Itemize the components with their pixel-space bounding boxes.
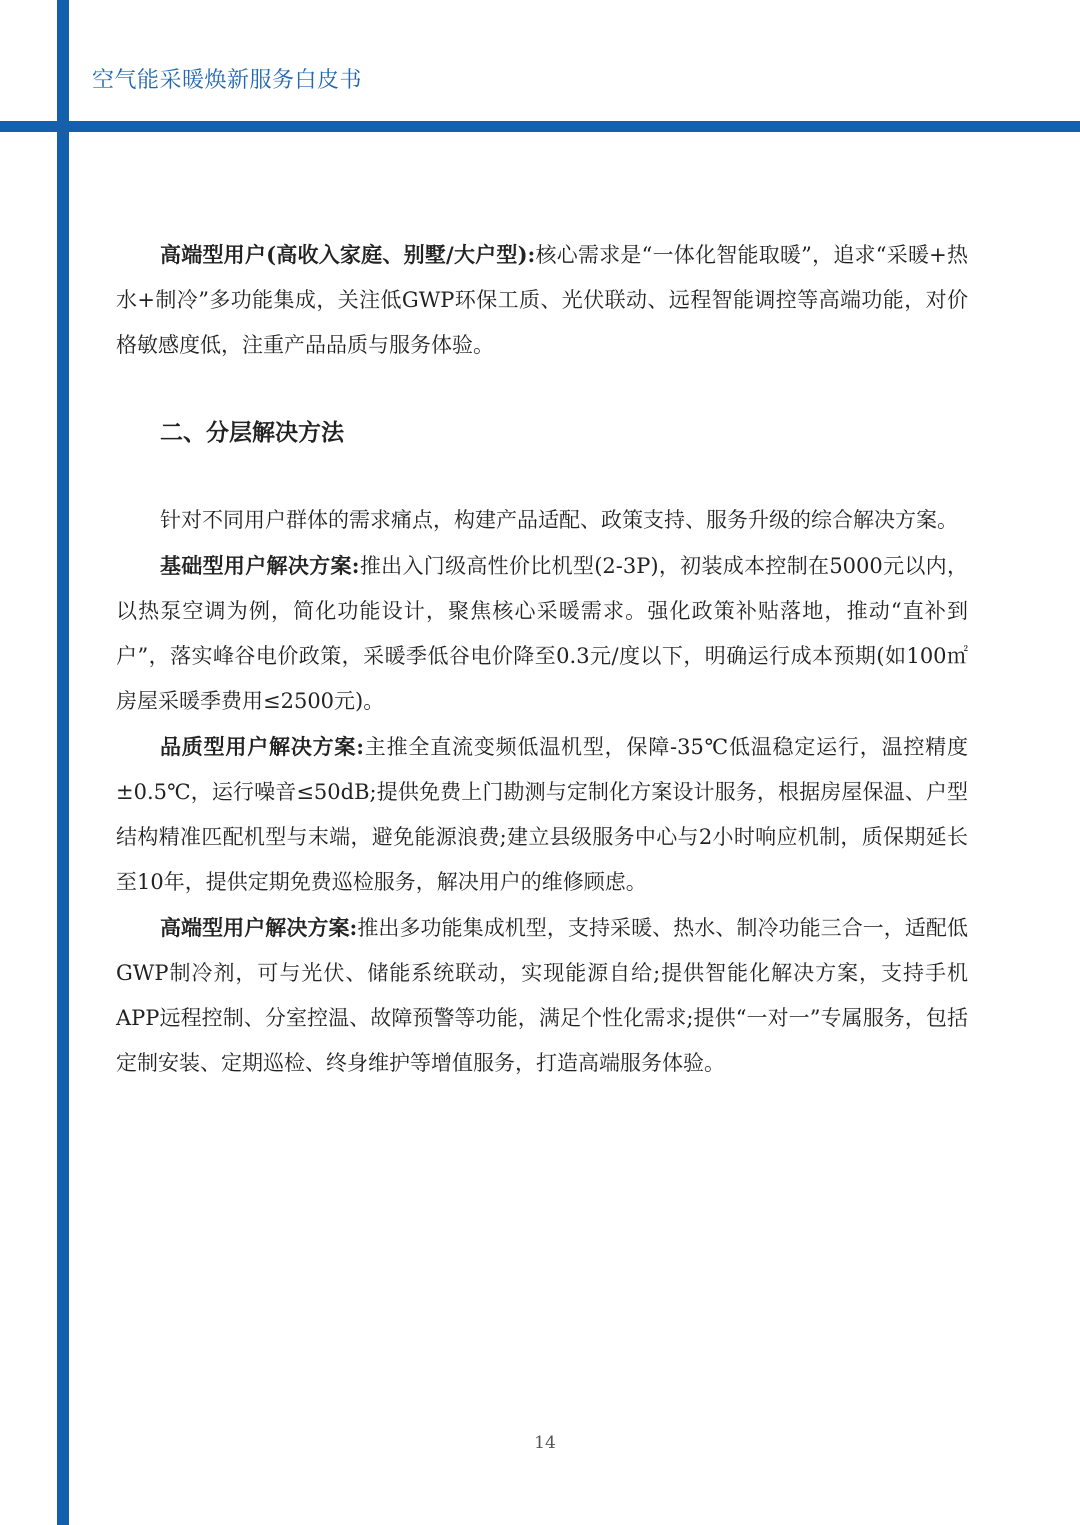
solution-label: 高端型用户解决方案: bbox=[160, 915, 358, 940]
solution-paragraph-premium bbox=[116, 905, 968, 1086]
page-number: 14 bbox=[534, 1433, 556, 1453]
solution-text: 推出入门级高性价比机型(2-3P)，初装成本控制在5000元以内，以热泵空调为例，简化功能设计，聚焦核心采暖需求。强化政策补贴落地，推动“直补到户”，落实峰谷电价政策，采暖季低谷电价降至0.3元/度以下，明确运行成本预期(如100㎡房屋采暖季费用≤2500元)。 bbox=[116, 554, 968, 713]
left-vertical-accent-bar bbox=[57, 0, 69, 1525]
solution-paragraph-basic bbox=[116, 543, 968, 724]
intro-paragraph-label: 高端型用户(高收入家庭、别墅/大户型): bbox=[160, 242, 536, 267]
solution-text: 推出多功能集成机型，支持采暖、热水、制冷功能三合一，适配低GWP制冷剂，可与光伏、储能系统联动，实现能源自给;提供智能化解决方案，支持手机APP远程控制、分室控温、故障预警等功能，满足个性化需求;提供“一对一”专属服务，包括定制安装、定期巡检、终身维护等增值服务，打造高端服务体验。 bbox=[116, 916, 969, 1075]
header-horizontal-accent-bar bbox=[0, 121, 1080, 132]
page-body bbox=[116, 232, 968, 1086]
intro-paragraph bbox=[116, 232, 968, 368]
solution-label: 基础型用户解决方案: bbox=[160, 553, 360, 578]
section-heading: 二、分层解决方法 bbox=[160, 419, 344, 446]
intro-paragraph-text: 核心需求是“一体化智能取暖”，追求“采暖+热水+制冷”多功能集成，关注低GWP环保工质、光伏联动、远程智能调控等高端功能，对价格敏感度低，注重产品品质与服务体验。 bbox=[116, 243, 968, 357]
document-header-title: 空气能采暖焕新服务白皮书 bbox=[92, 68, 363, 93]
solution-text: 主推全直流变频低温机型，保障-35℃低温稳定运行，温控精度±0.5℃，运行噪音≤50dB;提供免费上门勘测与定制化方案设计服务，根据房屋保温、户型结构精准匹配机型与末端，避免能源浪费;建立县级服务中心与2小时响应机制，质保期延长至10年，提供定期免费巡检服务，解决用户的维修顾虑。 bbox=[116, 735, 968, 894]
lead-paragraph: 针对不同用户群体的需求痛点，构建产品适配、政策支持、服务升级的综合解决方案。 bbox=[160, 508, 958, 532]
solution-label: 品质型用户解决方案: bbox=[160, 734, 364, 759]
solution-paragraph-quality bbox=[116, 724, 968, 905]
